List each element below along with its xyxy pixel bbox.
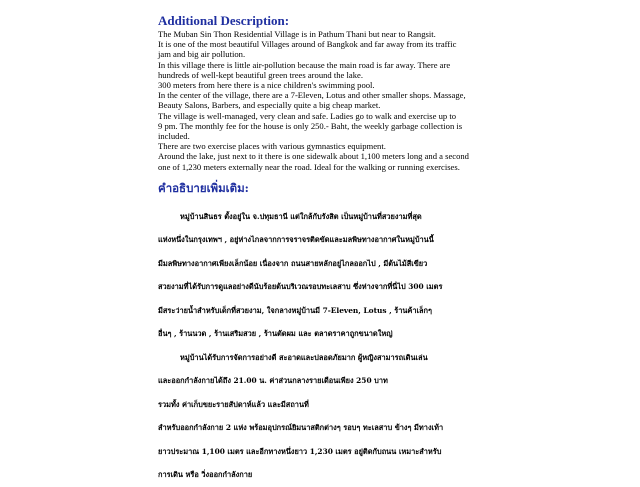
english-line: Around the lake, just next to it there is one sidewalk about 1,100 meters long and a second [158, 151, 469, 162]
english-line: It is one of the most beautiful Villages around of Bangkok and far away from its traffic [158, 39, 457, 50]
document-page [158, 14, 490, 487]
english-line: The Muban Sin Thon Residential Village is in Pathum Thani but near to Rangsit. [158, 29, 436, 39]
thai-line: การเดิน หรือ วิ่งออกกำลังกาย [158, 470, 253, 480]
english-line: one of 1,230 meters externally near the road. Ideal for the walking or running exercises. [158, 161, 460, 172]
thai-line: มีสระว่ายน้ำสำหรับเด็กที่สวยงาม, ใจกลางหมู่บ้านมี 7-Eleven, Lotus , ร้านค้าเล็กๆ [158, 305, 432, 315]
english-line: In the center of the village, there are a 7-Eleven, Lotus and other smaller shops. Massage, [158, 90, 466, 101]
thai-line: สวยงามที่ได้รับการดูแลอย่างดีนับร้อยต้นบริเวณรอบทะเลสาบ ซึ่งห่างจากที่นี่ไป 300 เมตร [158, 282, 443, 292]
thai-heading: คำอธิบายเพิ่มเติม: [158, 180, 249, 195]
thai-line: รวมทั้ง ค่าเก็บขยะรายสัปดาห์แล้ว และมีสถานที่ [158, 399, 309, 409]
thai-line: สำหรับออกกำลังกาย 2 แห่ง พร้อมอุปกรณ์ยิมนาสติกต่างๆ รอบๆ ทะเลสาบ ข้างๆ มีทางเท้า [158, 423, 444, 433]
thai-line: หมู่บ้านได้รับการจัดการอย่างดี สะอาดและปลอดภัยมาก ผู้หญิงสามารถเดินเล่น [180, 352, 428, 362]
english-heading: Additional Description: [158, 13, 290, 28]
thai-description [158, 205, 490, 487]
english-line: 9 pm. The monthly fee for the house is only 250.- Baht, the weekly garbage collection is [158, 120, 463, 131]
thai-line: และออกกำลังกายได้ถึง 21.00 น. ค่าส่วนกลางรายเดือนเพียง 250 บาท [158, 376, 388, 386]
english-line: In this village there is little air-pollution because the main road is far away. There are [158, 59, 451, 70]
english-line: 300 meters from here there is a nice children's swimming pool. [158, 80, 375, 91]
english-description [158, 29, 490, 172]
thai-line: อื่นๆ , ร้านนวด , ร้านเสริมสวย , ร้านตัดผม และ ตลาดราคาถูกขนาดใหญ่ [158, 329, 393, 339]
thai-line: มีมลพิษทางอากาศเพียงเล็กน้อย เนื่องจาก ถนนสายหลักอยู่ไกลออกไป , มีต้นไม้สีเขียว [158, 258, 428, 268]
english-line: There are two exercise places with various gymnastics equipment. [158, 141, 386, 152]
thai-line: หมู่บ้านสินธร ตั้งอยู่ใน จ.ปทุมธานี แต่ใกล้กับรังสิต เป็นหมู่บ้านที่สวยงามที่สุด [180, 211, 422, 221]
english-line: jam and big air pollution. [158, 49, 246, 60]
english-line: included. [158, 131, 190, 142]
thai-line: ยาวประมาณ 1,100 เมตร และอีกทางหนึ่งยาว 1,230 เมตร อยู่ติดกับถนน เหมาะสำหรับ [158, 446, 442, 456]
english-line: Beauty Salons, Barbers, and especially quite a big cheap market. [158, 100, 381, 111]
english-line: The village is well-managed, very clean and safe. Ladies go to walk and exercise up to [158, 110, 457, 121]
english-line: hundreds of well-kept beautiful green trees around the lake. [158, 69, 363, 80]
thai-line: แห่งหนึ่งในกรุงเทพฯ , อยู่ห่างไกลจากการจราจรติดขัดและมลพิษทางอากาศในหมู่บ้านนี้ [158, 235, 434, 245]
